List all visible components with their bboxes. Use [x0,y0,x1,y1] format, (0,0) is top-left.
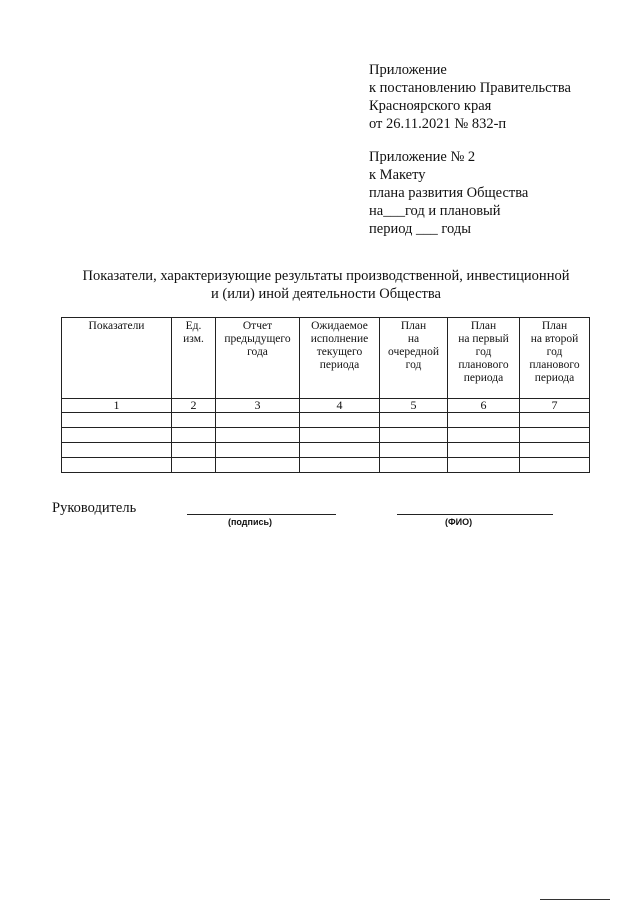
approval-block [369,61,571,133]
table-cell[interactable] [216,428,300,443]
table-cell[interactable] [62,458,172,473]
approval-line: от 26.11.2021 № 832-п [369,116,507,132]
table-cell[interactable] [380,413,448,428]
table-row [62,428,590,443]
annex-line: к Макету [369,167,426,183]
annex-line: период ___ годы [369,221,471,237]
table-cell[interactable] [172,443,216,458]
column-header: План на второй год планового периода [520,318,590,399]
table-cell[interactable] [520,428,590,443]
signature-hint: (подпись) [228,517,273,527]
annex-line: на___год и плановый [369,203,501,219]
table-cell[interactable] [172,428,216,443]
table-cell[interactable] [300,428,380,443]
table-cell[interactable] [216,458,300,473]
table-row [62,413,590,428]
table-row [62,443,590,458]
table-cell[interactable] [520,458,590,473]
column-number: 4 [300,399,380,413]
column-number: 7 [520,399,590,413]
table-row [62,458,590,473]
column-number: 5 [380,399,448,413]
table-cell[interactable] [380,443,448,458]
column-header: Ед. изм. [172,318,216,399]
table-cell[interactable] [300,458,380,473]
column-header: Ожидаемое исполнение текущего периода [300,318,380,399]
table-cell[interactable] [448,428,520,443]
column-header: Показатели [62,318,172,399]
table-cell[interactable] [380,458,448,473]
table-cell[interactable] [300,413,380,428]
table-cell[interactable] [520,443,590,458]
table-cell[interactable] [216,443,300,458]
table-cell[interactable] [448,443,520,458]
column-number: 1 [62,399,172,413]
column-header: План на очередной год [380,318,448,399]
approval-line: Красноярского края [369,98,492,114]
table-cell[interactable] [448,458,520,473]
name-line[interactable] [397,514,553,515]
table-cell[interactable] [172,413,216,428]
table-cell[interactable] [300,443,380,458]
column-numbers-row [62,399,590,413]
title-line-2: и (или) иной деятельности Общества [211,286,441,302]
table-cell[interactable] [62,428,172,443]
table-cell[interactable] [172,458,216,473]
indicators-table [61,317,590,473]
approval-line: к постановлению Правительства [369,80,571,96]
table-cell[interactable] [62,443,172,458]
annex-line: плана развития Общества [369,185,529,201]
name-hint: (ФИО) [445,517,473,527]
title-line-1: Показатели, характеризующие результаты производственной, инвестиционной [82,268,570,284]
annex-line: Приложение № 2 [369,149,476,165]
approval-line: Приложение [369,62,447,78]
column-number: 6 [448,399,520,413]
table-cell[interactable] [62,413,172,428]
signature-line[interactable] [187,514,336,515]
footer-rule [540,899,610,900]
column-number: 2 [172,399,216,413]
table-cell[interactable] [448,413,520,428]
column-header: План на первый год планового периода [448,318,520,399]
signature-label: Руководитель [52,500,137,516]
header-row [62,318,590,399]
table-cell[interactable] [520,413,590,428]
table-cell[interactable] [380,428,448,443]
table-cell[interactable] [216,413,300,428]
annex-block [369,148,528,238]
document-title [40,267,612,303]
column-header: Отчет предыдущего года [216,318,300,399]
column-number: 3 [216,399,300,413]
